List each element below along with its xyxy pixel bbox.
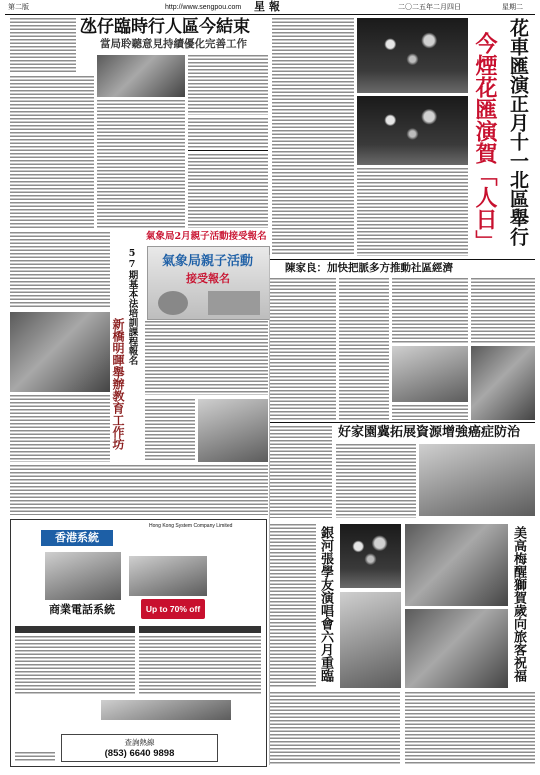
plaque-photo [392,346,468,402]
body-text [10,232,110,308]
portrait-photo [471,346,535,420]
masthead: 星 報 [254,0,280,13]
headline-parade: 花車匯演正月十一北區舉行 [507,18,529,246]
headline-taipa-pedestrian: 氹仔臨時行人區今結束 [80,17,250,37]
issue-weekday: 星期二 [502,3,523,11]
body-text [10,395,110,462]
lion-dance-photo [405,524,508,606]
body-text [97,100,185,228]
body-text [10,18,76,72]
edition-label: 第二版 [8,3,29,11]
website-url: http://www.sengpou.com [165,4,242,11]
hotline-number: (853) 6640 9898 [104,748,175,759]
desk-phones-image [101,700,231,720]
ad-company-name: Hong Kong System Company Limited [149,523,233,529]
headline-galaxy-concert: 銀河張學友演唱會六月重臨 [318,526,333,682]
body-text [270,524,316,688]
pedestrian-zone-photo [97,55,185,97]
body-text [10,76,94,228]
body-text [471,278,535,343]
body-text [270,426,332,518]
night-statue-fireworks-photo [357,96,468,165]
headline-cancer-prevention: 好家園冀拓展資源增強癌症防治 [338,425,521,440]
product-table-header [15,626,135,633]
body-text [145,399,195,462]
ad-address-text [15,752,55,762]
fireworks-photo [357,18,468,93]
concert-stage-photo [340,524,401,588]
poster-subtitle: 接受報名 [186,272,230,285]
body-text [188,55,268,115]
body-text [270,692,400,765]
headline-weather-bureau: 氣象局2月親子活動接受報名 [146,231,267,242]
body-text [336,444,416,518]
subhead-taipa-pedestrian: 當局聆聽意見持續優化完善工作 [100,38,247,50]
workshop-group-photo [10,312,110,392]
medical-center-photo [419,444,535,516]
column-divider [269,255,270,765]
header-rule [5,14,535,15]
body-text [188,154,268,228]
arena-building-photo [340,592,401,688]
body-text [392,405,468,420]
section-rule [188,150,268,151]
speaker-photo [198,399,268,462]
product-table-text [139,636,261,694]
body-text [339,278,389,420]
body-text [270,278,336,420]
operator-woman-photo [45,552,121,600]
body-text [357,168,468,256]
section-rule [270,259,535,260]
headline-education-workshop: 新橋明暉舉辦教育工作坊 [111,318,125,450]
product-table-text [15,636,135,694]
mascot-illustration [158,291,188,315]
headline-basic-law: 57期基本法培訓課程報名 [126,248,138,365]
weather-activity-poster [147,246,270,320]
body-text [405,692,535,765]
telephone-handset-image [129,556,207,596]
building-illustration [208,291,260,315]
product-table-header [139,626,261,633]
headline-chan-ka-leong: 陳家良：加快把脈多方推動社區經濟 [285,262,453,274]
phone-system-advertisement [10,519,267,767]
headline-fireworks: 今煙花匯演賀「人日」 [472,32,498,252]
body-text [145,321,268,395]
body-text [272,18,354,256]
poster-title: 氣象局親子活動 [162,254,254,269]
ad-product-title: 商業電話系統 [49,603,115,616]
body-text [10,465,268,515]
hotline-label: 查詢熱線 [124,738,155,747]
section-rule [270,422,535,423]
lion-dance-crowd-photo [405,609,508,688]
hotline-box [61,734,218,762]
issue-date: 二〇二五年二月四日 [398,3,461,11]
body-text [188,118,268,148]
body-text [392,278,468,343]
headline-mgm-lion-dance: 美高梅醒獅賀歲向旅客祝福 [511,526,526,682]
discount-sticker: Up to 70% off [141,599,205,619]
ad-brand-logo: 香港系統 [41,530,113,546]
